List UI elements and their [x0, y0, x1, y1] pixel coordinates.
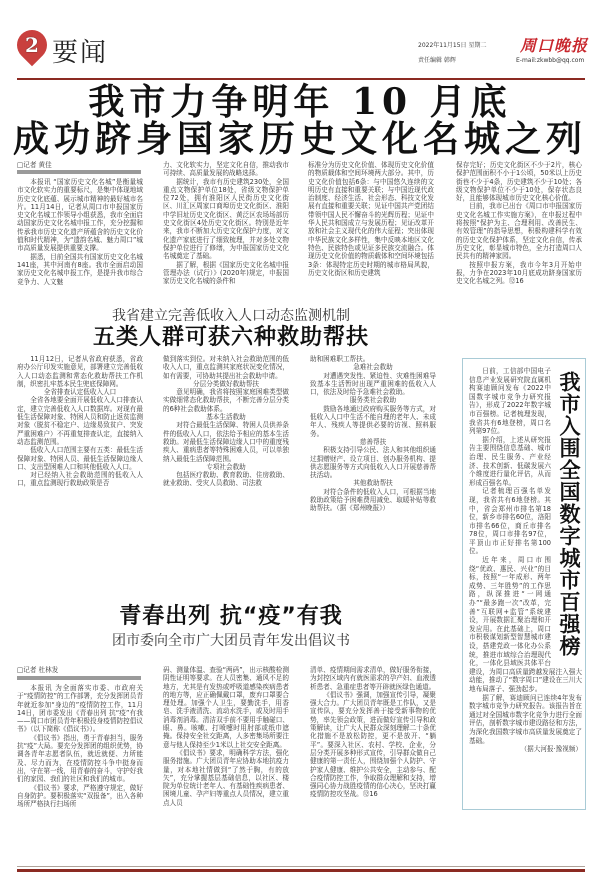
paragraph: 对符合最低生活保障、特困人员供养条件的低收入人口，依法给予相应的基本生活救助。对最低生活保障边缘人口中的重度残疾人、重病患者等特殊困难人员，可以单独纳入最低生活保障范围。: [163, 421, 289, 463]
article1-headline-line1: 我市力争明年 10 月底: [88, 81, 512, 123]
article2-column-1: [17, 355, 143, 488]
paragraph: 《倡议书》指出，勇于青春担当，服务抗“疫”大局。要充分发挥团的组织优势，协调各青年志愿者队伍，就近就便、力所能及、尽力而为，在疫情防控斗争中挺身而出，守在第一线，用青春的奋斗，守护好我们的家园、我们的社区和我们的城市。: [17, 733, 143, 784]
sidebar-paragraph: 近年来，周口市围绕“优政、惠民、兴业”的目标，按照“一年成形、两年成势、三年胜势”的工作思路，纵深推进“一网通办”“最多跑一次”改革，完善“互联网+监管”系统建设，开展数据汇聚治理和开发应用。在此基础上，周口市积极谋划新型智慧城市建设，搭建党政一体化办公系统，推进市域综合治理现代化，一体化县域医共体平台建设，为周口高质量跨越发展注入强大动能，推动了“数字周口”建设在三川大地布局落子、强劲起步。: [469, 556, 582, 693]
paragraph: 据了解，根据《国家历史文化名城申报管理办法（试行）》(2020年)规定，申报国家历史文化名城的条件和: [163, 260, 289, 286]
paragraph: 对已经纳入社会救助范围的低收入人口，重点监测现行救助政策是否: [17, 471, 143, 488]
article1-column-3: [308, 161, 434, 277]
article1-column-2: [163, 161, 289, 285]
article2-kicker: 我省建立完善低收入人口动态监测机制: [112, 308, 350, 324]
sidebar-title: 我市入围全国数字城市百强榜: [557, 371, 581, 657]
paragraph: 做到落实到位。对未纳入社会救助范围的低收入人口，重点监测其家庭状况变化情况，如有需要，可协助其提出社会救助申请。: [163, 355, 289, 380]
article1-headline-line2: 成功跻身国家历史文化名城之列: [12, 118, 587, 160]
paragraph: 11月12日，记者从省政府获悉，省政府办公厅印发实施意见，部署建立完善低收入人口动态监测和常态化救助帮扶工作机制，织密扎牢基本民生兜底保障网。: [17, 355, 143, 388]
subheading: 基本生活救助: [206, 413, 246, 422]
article2-headline: 五类人群可获六种救助帮扶: [92, 325, 369, 350]
article1-byline: □记者 黄佳: [17, 161, 52, 169]
paragraph: 《倡议书》要求，明确科学方法，强化服务措施。广大团员青年应协助本地抗疫力量，对本地社情做到“了然于胸，有的放矢”，充分掌握基层基础信息，以社区、楼院为单位统计老年人、有基础性疾病患者、困境儿童、孕产妇等重点人员情况，建立重点人员: [163, 748, 289, 807]
article3-byline: □记者 杜林发: [17, 666, 59, 674]
paragraph: 标准分为历史文化价值、体现历史文化价值的物质载体和空间环境两大部分。其中，历史文化价值包括6条：与中国悠久连续的文明历史有直接和重要关联；与中国近现代政治制度、经济生活、社会形态、科技文化发展有直接和重要关联；见证中国共产党团结带领中国人民不懈奋斗的光辉历程；见证中华人民共和国成立与发展历程；见证改革开放和社会主义现代化的伟大征程；突出体现中华民族文化多样性，集中反映本地区文化特色、民族特色或见证多民族交流融合。体现历史文化价值的物质载体和空间环境包括3条：体现特定历史时期的城市格局风貌，历史文化街区和历史建筑: [308, 161, 434, 277]
paragraph: 鼓励各地通过政府购买服务等方式，对低收入人口中生活不能自理的老年人、未成年人、残疾人等提供必要的访视、照料服务。: [310, 404, 436, 438]
sidebar-box: [462, 358, 586, 810]
paragraph: 《倡议书》强调，加强宣传引导，凝聚强大合力。广大团员青年既是工作队，又是宣传队，要充分发挥善于接受新事物的优势，率先领会政策，进而做好宣传引导和政策解读，让广大人民群众深刻理解二十条优化措施不是放松防控，更不是放开、“躺平”。要深入社区、农村、学校、企业，分层分类开展多种形式宣传，引导群众做自己健康的第一责任人，围绕加强个人防护、守护家人健康、维护公共安全，主动参与、配合疫情防控工作，争取群众理解和支持，增强同心协力战胜疫情的信心决心，坚决打赢疫情防控攻坚战。⑫16: [310, 690, 436, 799]
paragraph: 本报讯 为全面落实市委、市政府关于“疫情防控”的工作部署，充分发挥团员青年就近参加“身边的”疫情防控工作，11月14日，团市委发出《青春出列 抗“疫”有我——周口市团员青年积极投身疫情防控倡议书》（以下简称《倡议书》）。: [17, 684, 143, 734]
subheading: 分层分类做好救助帮扶: [193, 379, 259, 388]
article3-column-2: [163, 666, 289, 807]
subheading: 专项社会救助: [206, 462, 246, 471]
article3-column-3: [310, 666, 436, 799]
sidebar-paragraph: 记者梳理百强名单发现，我省共有6地登榜。其中，省会郑州市排名第18位，新乡市排名60位，洛阳市排名66位，商丘市排名78位，周口市排名97位，平顶山市正好排名第100位。: [469, 487, 551, 556]
article3-subtitle: 团市委向全市广大团员青年发出倡议书: [112, 633, 350, 649]
byline-bar: [17, 676, 141, 680]
paragraph: 按照申报方案，我市今年3月开始申报，力争在2023年10月底成功跻身国家历史文化名城之列。⑫16: [456, 260, 582, 286]
subheading: 全省排查认定低收入人口: [43, 388, 117, 397]
sidebar-paragraph: 日前，工信部中国电子信息产业发展研究院直属机构赛迪顾问发布《2022中国数字城市竞争力研究报告》，形成了2022年数字城市百强榜。记者梳理发现，我省共有6地登榜，周口名列第97位。: [469, 367, 551, 436]
issue-date: 2022年11月15日 星期二: [418, 42, 487, 49]
contact-email: E-mail:zkwbb@qq.com: [516, 57, 585, 64]
newspaper-logo: 周口晚报: [520, 36, 589, 55]
paragraph: 包括医疗救助、教育救助、住房救助、就业救助、受灾人员救助、司法救: [163, 471, 289, 488]
article3-column-1: [17, 684, 143, 808]
footer-divider-thick: [17, 869, 585, 872]
editor-credit: 责任编辑 韩辉: [418, 57, 456, 64]
subheading: 慈善帮扶: [359, 437, 387, 446]
article2-column-2: [163, 355, 289, 488]
subheading: 其他救助帮扶: [353, 479, 393, 488]
paragraph: 低收入人口范围主要有五类：最低生活保障对象、特困人员、最低生活保障边缘人口、支出型困难人口和其他低收入人口。: [17, 446, 143, 471]
paragraph: 《倡议书》要求，严格遵守规定，做好自身防护。要积极落实“双报备”，出入各种场所严格执行扫场所: [17, 783, 143, 809]
sidebar-paragraph: 据了解，赛迪顾问已连续4年发布数字城市竞争力研究报告。该报告旨在通过对全国城市数字化竞争力进行全面评估，剖析数字城市建设路径和方法，为深化我国数字城市高质量发展奠定了基础。: [469, 693, 582, 745]
section-title: 要闻: [52, 38, 109, 68]
article1-column-4: [456, 161, 582, 285]
paragraph: 对符合条件的低收入人口，可根据当地救助政策给予困难费用减免、取暖补贴等救助帮扶。（据《郑州晚报》）: [310, 487, 436, 513]
header-divider: [17, 78, 585, 80]
paragraph: 助和困难职工帮扶。: [310, 355, 370, 363]
paragraph: 本报讯 “国家历史文化名城”是衡量城市文化软实力的重要标尺，是集中体现地域历史文化底蕴、展示城市精神的最好城市名片。11月14日，记者从周口市申报国家历史文化名城工作领导小组获悉，我市全面启动国家历史文化名城申报工作，充分挖掘和传承我市历史文化遗产所蕴含的历史文化价值和时代精神，为“遗韵名城、魅力周口”城市高质量发展提供重要支撑。: [17, 178, 143, 253]
page-number: 2: [25, 33, 39, 57]
paragraph: 积极支持引导公民、法人和其他组织通过捐赠财产、设立项目、创办服务机构、提供志愿服务等方式向低收入人口开展慈善帮扶活动。: [310, 446, 436, 480]
byline-bar: [17, 170, 141, 174]
paragraph: 全省各地要全面开展低收入人口排查认定，建立完善低收入人口数据库。对现有最低生活保障对象、特困人员和防止返贫监测对象（脱贫不稳定户、边缘易致贫户、突发严重困难户）不再重复排查认定，直接纳入动态监测范围。: [17, 396, 143, 446]
paragraph: 据悉，目前全国共有国家历史文化名城141座，其中河南有8座。我市全面启动国家历史文化名城申报工作，是提升我市综合竞争力、人文魅: [17, 252, 143, 286]
article3-headline: 青春出列 抗“疫”有我: [119, 604, 343, 629]
sidebar-source: （据大河报·豫视频）: [520, 745, 582, 754]
paragraph: 据统计，我市有历史建筑230处，全国重点文物保护单位18处，省级文物保护单位72处，拥有淮阳区人民街历史文化街区、川汇区周家口商埠历史文化街区、淮阳中学旧址历史文化街区、黄泛区农场场部历史文化街区4处历史文化街区。特别是近年来，我市不断加大历史文化保护力度，对文化遗产家底进行了细致梳理，并对多处文物保护单位进行了修缮，为申报国家历史文化名城奠定了基础。: [163, 177, 289, 261]
article2-column-3: [310, 355, 436, 513]
paragraph: 意见明确，我省将按照家庭困难类型做实做细常态化救助帮扶，不断完善分层分类的6种社会救助体系。: [163, 388, 289, 413]
footer-divider-thin: [17, 866, 585, 867]
article1-column-1: [17, 178, 143, 286]
sidebar-paragraph: 据介绍，上述从研究报告主要围绕信息基础、城市治理、民生服务、产业经济、技术创新、低碳发展六个维度进行量化评估，从而形成百强名单。: [469, 435, 551, 487]
paragraph: 力、文化软实力，坚定文化自信，推动我市可持续、高质量发展的战略选择。: [163, 161, 289, 178]
paragraph: 码、测量体温、查验“两码”，出示核酸检测阴性证明等要求。在人员密集、通风不足的地方，尤其是有发热或呼吸道感染疾病患者的地方等，应正确佩戴口罩，废弃口罩要合理处理。加强个人卫生，要勤洗手，用香皂、洗手液清洗、流动水洗手，或及时用手消毒剂消毒。清洁双手前不要用手触碰口、眼、鼻。咳嗽、打喷嚏时用肘部或纸巾遮掩。保持安全社交距离，人多密集场所要注意与他人保持至少1米以上社交安全距离。: [163, 666, 289, 749]
subheading: 急难社会救助: [353, 363, 393, 372]
paragraph: 保存完好；历史文化街区不少于2片，核心保护范围面积不小于1公顷，50米以上历史街巷不少于4条，历史建筑不少于10处；各级文物保护单位不少于10处，保存状态良好，且能够体现城市历史文化核心价值。: [456, 161, 582, 203]
paragraph: 对遭遇突发性、紧迫性、灾难性困难导致基本生活暂时出现严重困难的低收入人口，依法及时给予急难社会救助。: [310, 371, 436, 397]
paragraph: 清单、疫情期间需求清单，做好服务衔接，为封控区域内有就医需求的孕产妇、血液透析患者、急重症患者等开辟就医绿色通道。: [310, 666, 436, 691]
paragraph: 目前，我市已出台《周口市申报国家历史文化名城工作实施方案》，在申报过程中将按照“保护为主、合理利用、改善民生、有效管理”的指导思想，积极构建科学有效的历史文化保护体系，坚定文化自信，传承历史文化，彰显城市特色，全力打造周口人民共有的精神家园。: [456, 202, 582, 261]
subheading: 服务类社会救助: [349, 396, 397, 405]
